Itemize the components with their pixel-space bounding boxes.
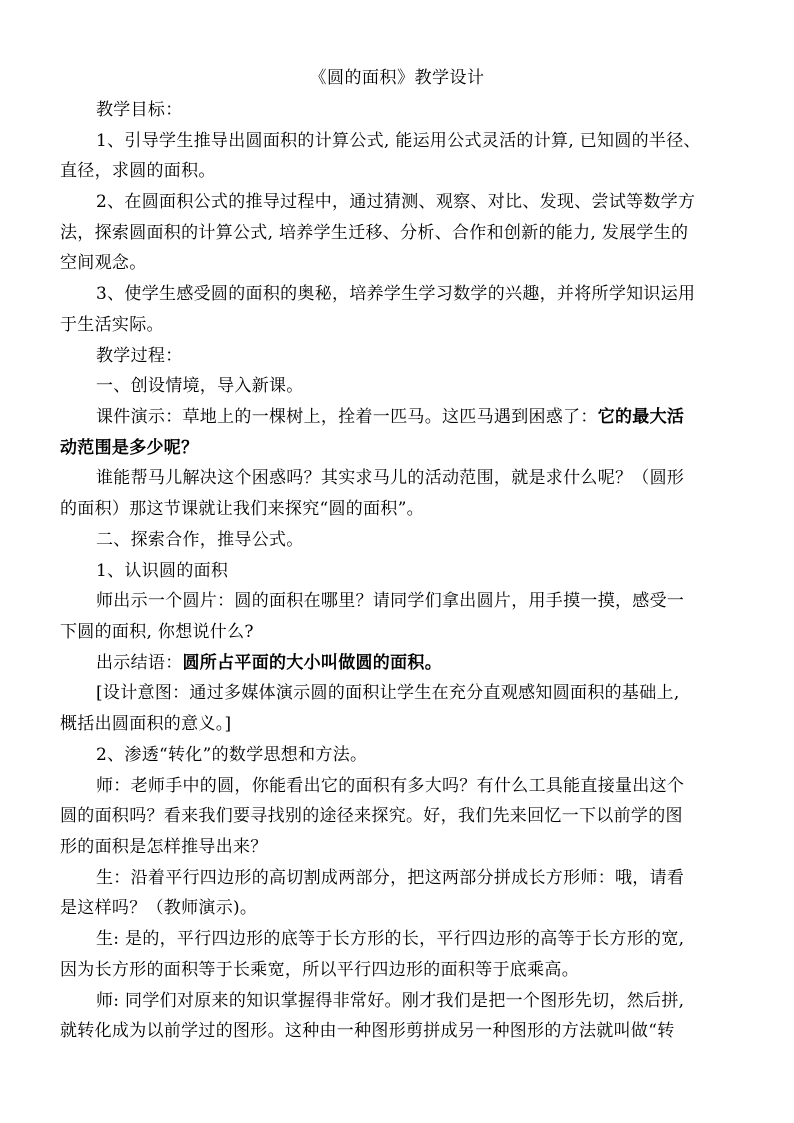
paragraph-line: 于生活实际。 <box>60 315 164 335</box>
paragraph-line: 师: 同学们对原来的知识掌握得非常好。刚才我们是把一个图形先切，然后拼, <box>96 991 685 1011</box>
subsection-heading: 2、渗透“转化”的数学思想和方法。 <box>96 745 368 765</box>
paragraph-line: 1、引导学生推导出圆面积的计算公式, 能运用公式灵活的计算, 已知圆的半径、 <box>96 131 701 151</box>
paragraph-line: 课件演示：草地上的一棵树上，拴着一匹马。这匹马遇到困惑了：它的最大活 <box>96 407 685 427</box>
paragraph-line: 圆的面积吗？看来我们要寻找别的途径来探究。好，我们先来回忆一下以前学的图 <box>60 806 683 826</box>
paragraph-line: 出示结语：圆所占平面的大小叫做圆的面积。 <box>96 653 442 673</box>
paragraph-line: 生：沿着平行四边形的高切割成两部分，把这两部分拼成长方形师：哦，请看 <box>96 868 685 888</box>
paragraph-line: 谁能帮马儿解决这个困惑吗？其实求马儿的活动范围，就是求什么呢？（圆形 <box>96 468 685 488</box>
paragraph-line: 教学过程： <box>96 346 183 366</box>
paragraph-line: 因为长方形的面积等于长乘宽，所以平行四边形的面积等于底乘高。 <box>60 960 579 980</box>
paragraph-line: 的面积）那这节课就让我们来探究“圆的面积”。 <box>60 499 424 519</box>
paragraph-line: 生: 是的，平行四边形的底等于长方形的长，平行四边形的高等于长方形的宽, <box>96 929 685 949</box>
section-heading: 一、创设情境，导入新课。 <box>96 376 304 396</box>
paragraph-line: 就转化成为以前学过的图形。这种由一种图形剪拼成另一种图形的方法就叫做“转 <box>60 1021 675 1041</box>
design-intent-note: 概括出圆面积的意义。] <box>60 714 232 734</box>
paragraph-line: 直径，求圆的面积。 <box>60 161 216 181</box>
paragraph-line: 形的面积是怎样推导出来？ <box>60 837 268 857</box>
section-heading: 二、探索合作，推导公式。 <box>96 530 304 550</box>
paragraph-line: 师出示一个圆片：圆的面积在哪里？请同学们拿出圆片，用手摸一摸，感受一 <box>96 591 685 611</box>
paragraph-line: 2、在圆面积公式的推导过程中，通过猜测、观察、对比、发现、尝试等数学方 <box>96 192 696 212</box>
paragraph-line: 教学目标： <box>96 100 183 120</box>
paragraph-line: 师：老师手中的圆，你能看出它的面积有多大吗？有什么工具能直接量出这个 <box>96 776 685 796</box>
paragraph-line: 3、使学生感受圆的面积的奥秘，培养学生学习数学的兴趣，并将所学知识运用 <box>96 284 696 304</box>
document-title: 《圆的面积》教学设计 <box>309 68 485 88</box>
design-intent-note: [设计意图：通过多媒体演示圆的面积让学生在充分直观感知圆面积的基础上, <box>96 683 680 703</box>
paragraph-line: 下圆的面积, 你想说什么? <box>60 622 254 642</box>
paragraph-line: 法，探索圆面积的计算公式, 培养学生迁移、分析、合作和创新的能力, 发展学生的 <box>60 223 689 243</box>
paragraph-line: 空间观念。 <box>60 253 147 273</box>
paragraph-line: 动范围是多少呢？ <box>60 438 199 458</box>
subsection-heading: 1、认识圆的面积 <box>96 561 229 581</box>
paragraph-line: 是这样吗？（教师演示)。 <box>60 898 258 918</box>
